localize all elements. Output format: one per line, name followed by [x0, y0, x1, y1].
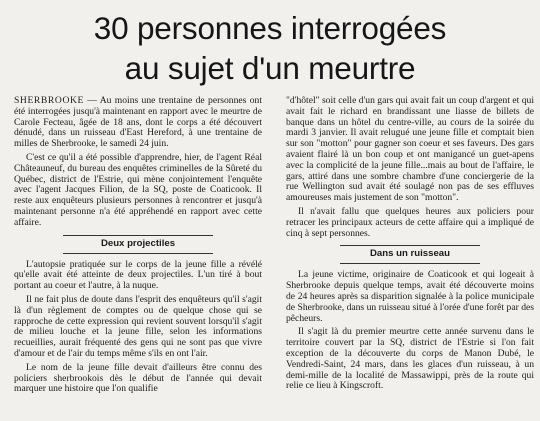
headline	[0, 8, 540, 88]
right-column	[286, 96, 534, 395]
paragraph: Il s'agit là du premier meurtre cette année survenu dans le territoire couvert par la SQ, district de l'Estrie si l'on fait exception de la découverte du corps de Manon Dubé, le Vendredi-Saint, 24 mars, dans les glaces d'un ruisseau, à un demi-mille de la localité de Massawippi, près de la route qui relie ce lieu à Kingscroft.	[286, 326, 534, 392]
paragraph-text: — Au moins une trentaine de personnes ont été interrogées jusqu'à maintenant en rapport avec le meurtre de Carole Fecteau, âgée de 18 ans, dont le corps a été découvert dénudé, dans un ruisseau d'East Hereford, à une trentaine de milles de Sherbrooke, le samedi 24 juin.	[14, 95, 262, 150]
paragraph: "d'hôtel" soit celle d'un gars qui avait fait un coup d'argent et qui avait fait le richard en brandissant une liasse de billets de banque dans un hôtel du centre-ville, au cours de la soirée du mardi 3 janvier. Il avait relugué une jeune fille et comptait bien sur son "motton" pour gagner son coeur et ses faveurs. Des gars avaient flairé là un bon coup et ont manigancé un guet-apens avec la complicité de la jeune fille...mais au bout de l'affaire, le gars, attiré dans une sombre chambre d'une conciergerie de la rue Wellington sud avait été soulagé non pas de ses effluves amoureuses mais justement de son "motton".	[286, 95, 534, 204]
headline-line-2: au sujet d'un meurtre	[124, 50, 416, 86]
paragraph: C'est ce qu'il a été possible d'apprendre, hier, de l'agent Réal Châteauneuf, du bureau des enquêtes criminelles de la Sûreté du Québec, district de l'Estrie, qui mène conjointement l'enquête avec l'agent Jacques Filion, de la SQ, poste de Coaticook. Il reste aux enquêteurs plusieurs personnes à rencontrer et jusqu'à maintenant personne n'a été appréhendé en rapport avec cette affaire.	[14, 151, 262, 228]
paragraph: Il ne fait plus de doute dans l'esprit des enquêteurs qu'il s'agit là d'un règlement de comptes ou de quelque chose qui se rapproche de cette expression qui revient souvent lorsqu'il s'agit de milieu louche et la jeune fille, selon les informations recueillies, aurait fréquenté des gens qui ne sont pas que vivre d'amour et de l'air du temps même s'ils en ont l'air.	[14, 293, 262, 359]
paragraph	[14, 96, 262, 150]
paragraph: Le nom de la jeune fille devait d'ailleurs être connu des policiers sherbrookois dès le début de l'année qui devait marquer une histoire que l'on qualifie	[14, 361, 262, 395]
subheading: Dans un ruisseau	[340, 245, 480, 264]
paragraph: La jeune victime, originaire de Coaticook et qui logeait à Sherbrooke depuis quelque temps, avait été découverte moins de 24 heures après sa disparition signalée à la police municipale de Sherbrooke, dans un ruisseau situé à l'orée d'une forêt par des pêcheurs.	[286, 269, 534, 324]
paragraph: Il n'avait fallu que quelques heures aux policiers pour retracer les principaux acteurs de cette affaire qui a impliqué de cinq à sept personnes.	[286, 205, 534, 239]
paragraph: L'autopsie pratiquée sur le corps de la jeune fille a révélé qu'elle avait été atteinte de deux projectiles. L'un tiré à bout portant au coeur et l'autre, à la nuque.	[14, 258, 262, 292]
headline-line-1: 30 personnes interrogées	[93, 10, 447, 46]
left-column	[14, 96, 262, 398]
subheading: Deux projectiles	[63, 235, 213, 254]
dateline: SHERBROOKE	[14, 95, 84, 106]
